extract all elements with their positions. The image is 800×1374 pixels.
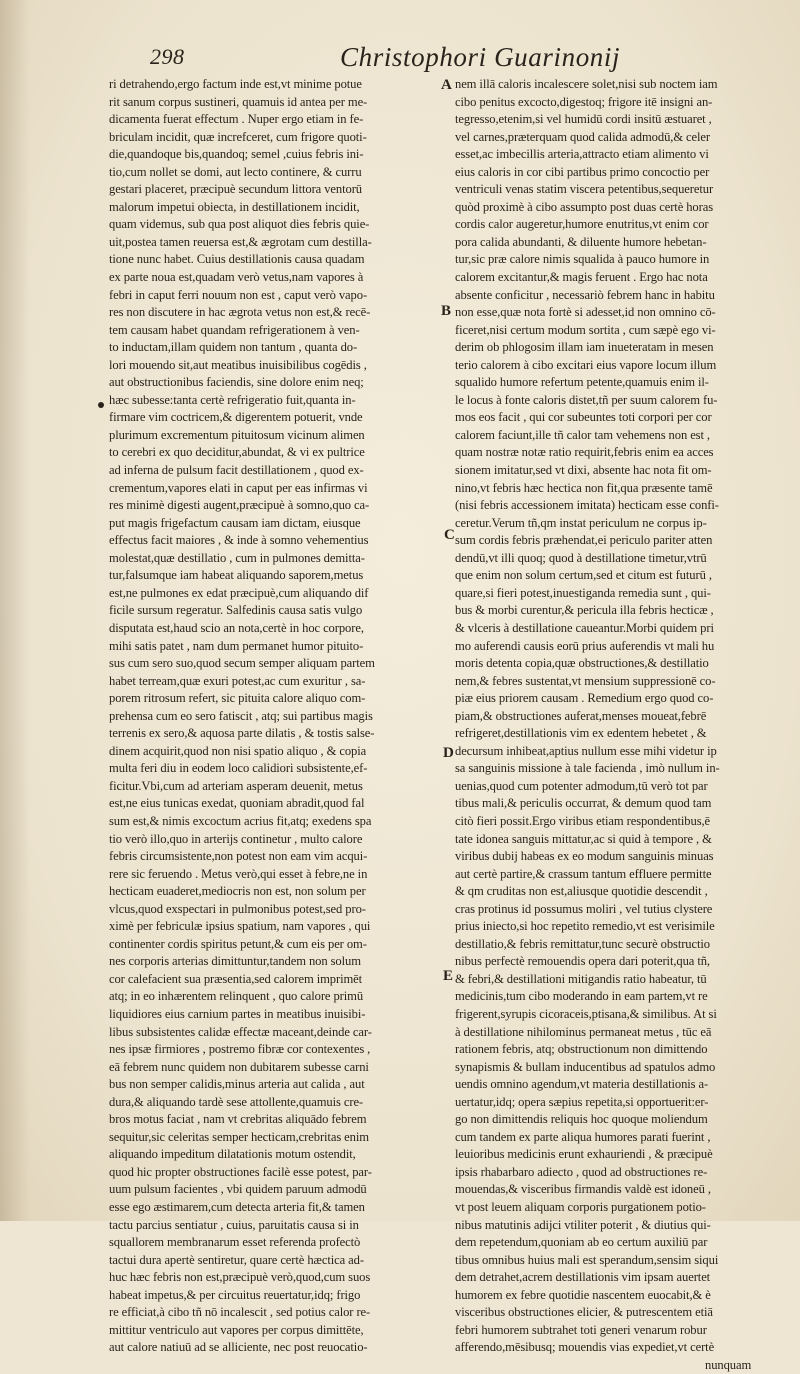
right-column-line: nibus matutinis adijci vtiliter poterit , & diutius qui- (455, 1217, 711, 1232)
right-text-column (455, 76, 785, 1374)
right-column-line: mo auferendi causis eorū prius auferendis vt mali hu (455, 638, 715, 653)
right-column-line: go non dimittendis reliquis hoc quoque moliendum (455, 1112, 708, 1127)
right-column-line: terio calorem à cibo excitari eius vapore locum illum (455, 357, 717, 372)
left-column-line: uum pulsum facientes , vbi quidem paruum admodū (109, 1182, 367, 1197)
right-column-line: nunquam (705, 1357, 752, 1372)
right-column-line: dendū,vt illi quoq; quod à destillatione timetur,vtrū (455, 550, 707, 565)
left-column-line: to inductam,illam quidem non tantum , quanta do- (109, 340, 358, 355)
right-column-line: ventriculi venas statim viscera petentibus,sequeretur (455, 182, 714, 197)
left-column-line: crementum,vapores elati in caput per eas infirmas vi (109, 480, 368, 495)
right-column-line: calorem faciunt,ille tñ calor tam vehemens non est , (455, 427, 710, 442)
left-column-line: dura,& aliquando tardè sese attollente,quamuis cre- (109, 1094, 364, 1109)
right-column-line: cibo penitus excocto,digestoq; frigore itē insigni an- (455, 94, 713, 109)
right-column-line: vel carnes,præterquam quod calida admodū,& celer (455, 129, 711, 144)
right-column-line: eius caloris in cor cibi partibus primo concoctio per (455, 164, 710, 179)
right-column-line: refrigeret,destillationis vim ex edentem hebetet , & (455, 726, 707, 741)
left-column-line: ex parte noua est,quadam verò vetus,nam vapores à (109, 270, 364, 285)
left-column-line: to cerebri ex quo deciditur,abundat, & vi ex pultrice (109, 445, 365, 460)
left-column-line: res minimè digesti augent,præcipuè à somno,quo ca- (109, 498, 370, 513)
left-column-line: atq; in eo inhærentem relinquent , quo calore primū (109, 989, 364, 1004)
right-column-line: citò fieri possit.Ergo viribus etiam respondentibus,ē (455, 813, 711, 828)
left-column-line: nes ipsæ firmiores , postremo fibræ cor contexentes , (109, 1042, 371, 1057)
left-column-line: hecticam euaderet,mediocris non est, non solum per (109, 884, 366, 899)
right-column-line: nem illā caloris incalescere solet,nisi sub noctem iam (455, 77, 718, 91)
right-column-line: ipsis rhabarbaro adiecto , quod ad obstructiones re- (455, 1164, 708, 1179)
left-column-line: quam videmus, sub qua post aliquot dies febris quie- (109, 217, 370, 232)
left-column-line: die,quandoque bis,quandoq; semel ,cuius febris ini- (109, 147, 364, 162)
left-column-line: quod hic propter obstructiones facilè esse potest, par- (109, 1164, 372, 1179)
right-column-line: bus & morbi curentur,& pericula illa febris hecticæ , (455, 603, 714, 618)
right-column-line: uendis omnino agendum,vt materia destillationis a- (455, 1077, 709, 1092)
left-column-line: sus cum sero suo,quod secum semper aliquam partem (109, 656, 375, 671)
left-column-line: ad inferna de pulsum facit destillationem , quod ex- (109, 463, 364, 478)
right-column-line: aut certè partire,& crassum tantum effluere permitte (455, 866, 712, 881)
right-column-line: absente conficitur , necessariò febrem hanc in habitu (455, 287, 715, 302)
binding-shadow (0, 0, 30, 1221)
left-column-line: nes corporis arterias dimittuntur,tandem non solum (109, 954, 361, 969)
left-column-line: prehensa cum eo sero fatiscit , atq; sui partibus magis (109, 708, 373, 723)
right-column-line: nem,& febres sustentat,vt mensium suppressionē co- (455, 673, 716, 688)
right-column-line: le locus à fonte caloris distet,tñ per suum calorem fu- (455, 392, 718, 407)
left-column-line: aliquando impeditum dilatationis motum ostendit, (109, 1147, 356, 1162)
right-column-line: nibus perfectè remouendis opera dari poterit,qua tñ, (455, 954, 710, 969)
right-column-line: vt post leuem aliquam corporis purgationem potio- (455, 1200, 706, 1214)
running-title: Christophori Guarinonij (340, 42, 621, 72)
right-column-line: mouendas,& visceribus firmandis valdè est idoneū , (455, 1182, 711, 1197)
right-column-line: derim ob phlogosim illam iam inueteratam in mesen (455, 340, 714, 355)
right-column-line: calorem excitantur,& magis feruent . Ergo hac nota (455, 270, 708, 285)
right-column-line: synapismis & bullam inducentibus ad spatulos admo (455, 1059, 716, 1074)
left-column-line: plurimum excrementum pituitosum vicinum alimen (109, 427, 365, 442)
right-column-line: humorem ex febre quotidie nascentem euocabit,& è (455, 1287, 711, 1302)
right-column-line: cum tandem ex parte aliqua humores parati fuerint , (455, 1129, 711, 1144)
left-column-line: febri in caput ferri nouum non est , caput verò vapo- (109, 287, 368, 302)
right-column-line: que enim non solum certum,sed et citum est futurū , (455, 568, 712, 583)
right-column-line: sum cordis febris præhendat,ei periculo pariter atten (455, 533, 713, 548)
right-column-line: nino,vt febris hæc hectica non fit,qua præsente tamē (455, 480, 713, 495)
left-column-line: libus subsistentes calidæ effectæ maceant,deinde car- (109, 1024, 372, 1039)
right-column-line: frigerent,syrupis cicoraceis,ptisana,& similibus. At si (455, 1006, 717, 1021)
left-column-line: briculam incidit, quæ increfceret, cum frigore quoti- (109, 129, 367, 144)
left-column-line: bus non semper calidis,minus arteria aut calida , aut (109, 1077, 365, 1092)
right-column-line: & febri,& destillationi mitigandis ratio habeatur, tū (455, 971, 707, 986)
left-column-line: ficitur.Vbi,cum ad arteriam asperam deuenit, metus (109, 778, 363, 793)
left-column-line: malorum impetui obiecta, in destillationem incidit, (109, 199, 360, 214)
right-column-line: piæ eius priorem causam . Remedium ergo quod co- (455, 691, 714, 706)
right-column-line: sionem imitatur,sed vt dixi, absente hac nota fit om- (455, 463, 712, 478)
left-column-line: ximè per febriculæ ipsius spatium, nam vapores , qui (109, 919, 371, 934)
left-column-line: ficile sursum regeratur. Salfedinis causa satis vulgo (109, 603, 363, 618)
left-column-line: gestari placeret, præcipuè secundum littora ventorū (109, 182, 362, 197)
left-column-line: tactu parcius sentiatur , cuius, paruitatis causa si in (109, 1217, 359, 1232)
left-column-line: squallorem membranarum esset referenda profectò (109, 1235, 361, 1250)
left-column-line: aut calore natiuū ad se alliciente, nec post reuocatio- (109, 1340, 368, 1355)
left-column-line: tione nunc habet. Cuius destillationis causa quadam (109, 252, 365, 267)
left-column-line: tur,falsumque iam habeat aliquando saporem,metus (109, 568, 364, 583)
left-column-line: sequitur,sic celeritas semper hecticam,crebritas enim (109, 1129, 369, 1144)
margin-bullet-icon (98, 402, 104, 408)
right-column-line: febri humorem subtrahet toti generi venarum robur (455, 1322, 707, 1337)
left-column-line: esse ego æstimarem,cum detecta arteria fit,& tamen (109, 1200, 365, 1214)
right-column-line: uenias,quod cum potenter admodum,tū verò tot par (455, 778, 708, 793)
right-column-line: non esse,quæ nota fortè si adesset,id non omnino cō- (455, 305, 716, 320)
right-column-line: mos eos facit , qui cor subeuntes toti corpori per cor (455, 410, 712, 425)
right-column-line: decursum inhibeat,aptius nullum esse mihi videtur ip (455, 743, 717, 758)
left-column-line: ri detrahendo,ergo factum inde est,vt minime potue (109, 77, 362, 91)
section-marker-d: D (443, 745, 454, 761)
right-column-line: squalido humore refertum petente,quamuis enim il- (455, 375, 709, 390)
left-column-line: bros motus faciat , nam vt crebritas aliquādo febrem (109, 1112, 367, 1127)
left-column-line: continenter cordis spiritus petunt,& cum eis per om- (109, 936, 367, 951)
left-column-line: dinem acquirit,quod non nisi spatio aliquo , & copia (109, 743, 367, 758)
right-column-line: cras protinus id possumus moliri , vel tutius clystere (455, 901, 713, 916)
right-column-line: ficeret,nisi certum modum sortita , cum sæpè ego vi- (455, 322, 716, 337)
left-column-line: mittitur ventriculo aut vapores per corpus dimittēte, (109, 1322, 364, 1337)
left-column-line: tactui dura apertè sentiretur, quare certè hæctica ad- (109, 1252, 364, 1267)
left-column-line: tio verò illo,quo in arterijs continetur , multo calore (109, 831, 363, 846)
right-column-line: viribus dubij habeas ex eo modum sanguinis minuas (455, 849, 714, 864)
right-column-line: dem detrahet,acrem destillationis vim ipsam auertet (455, 1270, 711, 1285)
right-column-line: tegresso,etenim,si vel humidū cordi insitū æstuaret , (455, 112, 712, 127)
page-number: 298 (150, 44, 185, 69)
left-text-column (109, 76, 454, 1357)
left-column-line: cor calefacient sua præsentia,sed calorem imprimēt (109, 971, 363, 986)
right-column-line: cordis calor augeretur,humore enutritus,vt enim cor (455, 217, 709, 232)
left-column-line: effectus facit maiores , & inde à somno vehementius (109, 533, 369, 548)
right-column-line: afferendo,mēsibusq; mouendis vias expediet,vt certè (455, 1340, 715, 1355)
right-column-line: esset,ac imbecillis arteria,attracto etiam alimento vi (455, 147, 709, 162)
right-column-line: tibus mali,& periculis occurrat, & demum quod tam (455, 796, 712, 811)
right-column-line: moris detenta copia,quæ obstructiones,& destillatio (455, 656, 709, 671)
right-column-line: quòd proximè à cibo assumpto post duas certè horas (455, 199, 714, 214)
left-column-line: disputata est,haud scio an nota,certè in hoc corpore, (109, 620, 364, 635)
left-column-line: habeat impetus,& per circuitus reuertatur,idq; frigo (109, 1287, 361, 1302)
left-column-line: multa feri diu in eodem loco calidiori subsistente,ef- (109, 761, 368, 776)
left-column-line: mihi satis patet , nam dum permanet humor pituito- (109, 638, 364, 653)
left-column-line: est,ne pulmones ex edat præcipuè,cum aliquando dif (109, 585, 369, 600)
right-column-line: medicinis,tum cibo moderando in eam partem,vt re (455, 989, 708, 1004)
left-column-line: eā febrem nunc quidem non dubitarem subesse carni (109, 1059, 369, 1074)
right-column-line: & vlceris à destillatione caueantur.Morbi quidem pri (455, 620, 714, 635)
left-column-line: sum est,& nimis excoctum acrius fit,atq; exedens spa (109, 813, 372, 828)
left-column-line: habet terream,quæ exuri potest,ac cum exuritur , sa- (109, 673, 366, 688)
left-column-line: re efficiat,à cibo tñ nō incalescit , sed potius calor re- (109, 1305, 371, 1320)
left-column-line: porem ritrosum refert, sic pituita calore aliquo com- (109, 691, 366, 706)
left-column-line: molestat,quæ destillatio , cum in pulmones demitta- (109, 550, 365, 565)
right-column-line: pora calida abundanti, & diluente humore hebetan- (455, 234, 707, 249)
left-column-line: febris circumsistente,non potest non eam vim acqui- (109, 849, 368, 864)
right-column-line: visceribus obstructiones elicier, & putrescentem etiā (455, 1305, 713, 1320)
right-column-line: sa sanguinis missione à tale facienda , imò nullum in- (455, 761, 720, 776)
right-column-line: tur,sic præ calore nimis squalida à pauco humore in (455, 252, 710, 267)
left-column-line: hæc subesse:tanta certè refrigeratio fuit,quanta in- (109, 392, 356, 407)
right-column-line: destillatio,& febris remittatur,tunc securè obstructio (455, 936, 710, 951)
left-column-line: dicamenta fuerat effectum . Nuper ergo etiam in fe- (109, 112, 364, 127)
right-column-line: uertatur,idq; opera sæpius repetita,si opportuerit:er- (455, 1094, 709, 1109)
left-column-line: uit,postea tamen reuersa est,& ægrotam cum destilla- (109, 234, 372, 249)
section-marker-e: E (443, 968, 454, 984)
section-marker-b: B (441, 303, 452, 319)
right-column-line: dem repetendum,quoniam ab eo certum auxiliū par (455, 1235, 708, 1250)
left-column-line: tem causam habet quandam refrigerationem à ven- (109, 322, 360, 337)
left-column-line: terrenis ex sero,& aquosa parte dilatis , & tostis salse- (109, 726, 375, 741)
right-column-line: à destillatione nihilominus permaneat metus , tūc eā (455, 1024, 712, 1039)
left-column-line: tio,cum nollet se domi, aut lecto continere, & curru (109, 164, 362, 179)
left-column-line: aut obstructionibus faciendis, sine dolore enim neq; (109, 375, 364, 390)
right-column-line: rationem febris, atq; obstructionum non dimittendo (455, 1042, 708, 1057)
left-column-line: rit sanum corpus sustineri, quamuis id antea per me- (109, 94, 368, 109)
left-column-line: vlcus,quod exspectari in pulmonibus potest,sed pro- (109, 901, 366, 916)
left-column-line: lori mouendo sit,aut meatibus inuisibilibus cogēdis , (109, 357, 367, 372)
right-column-line: tate idonea sanguis mittatur,ac si quid à tempore , & (455, 831, 712, 846)
right-column-line: tibus omnibus huius mali est sperandum,sensim siqui (455, 1252, 719, 1267)
right-column-line: quam nostræ notæ ratio requirit,febris enim ea acces (455, 445, 714, 460)
section-marker-c: C (444, 527, 455, 543)
right-column-line: (nisi febris accessionem imitata) hecticam esse confi- (455, 498, 719, 513)
right-column-line: quare,si fieri potest,inuestiganda remedia sunt , qui- (455, 585, 711, 600)
left-column-line: liquidiores eius carnium partes in meatibus inuisibi- (109, 1006, 366, 1021)
left-column-line: res non discutere in hac ægrota vetus non est,& recē- (109, 305, 371, 320)
left-column-line: est,ne eius tunicas exedat, quoniam abradit,quod fal (109, 796, 365, 811)
left-column-line: firmare vim coctricem,& digerentem potuerit, vnde (109, 410, 363, 425)
right-column-line: piam,& obstructiones auferat,menses moueat,febrē (455, 708, 707, 723)
right-column-line: leuioribus medicinis erunt exhauriendi , & præcipuè (455, 1147, 713, 1162)
left-column-line: huc hæc febris non est,præcipuè verò,quod,cum suos (109, 1270, 371, 1285)
left-column-line: put magis frigefactum causam iam dictam, eiusque (109, 515, 361, 530)
right-column-line: prius iniecto,si hoc repetito remedio,vt est verisimile (455, 919, 715, 934)
section-marker-a: A (441, 77, 452, 93)
right-column-line: ceretur.Verum tñ,qm instat periculum ne corpus ip- (455, 515, 707, 530)
left-column-line: rere sic feruendo . Metus verò,qui esset à febre,ne in (109, 866, 368, 881)
right-column-line: & qm cruditas non est,aliusque quotidie descendit , (455, 884, 708, 899)
